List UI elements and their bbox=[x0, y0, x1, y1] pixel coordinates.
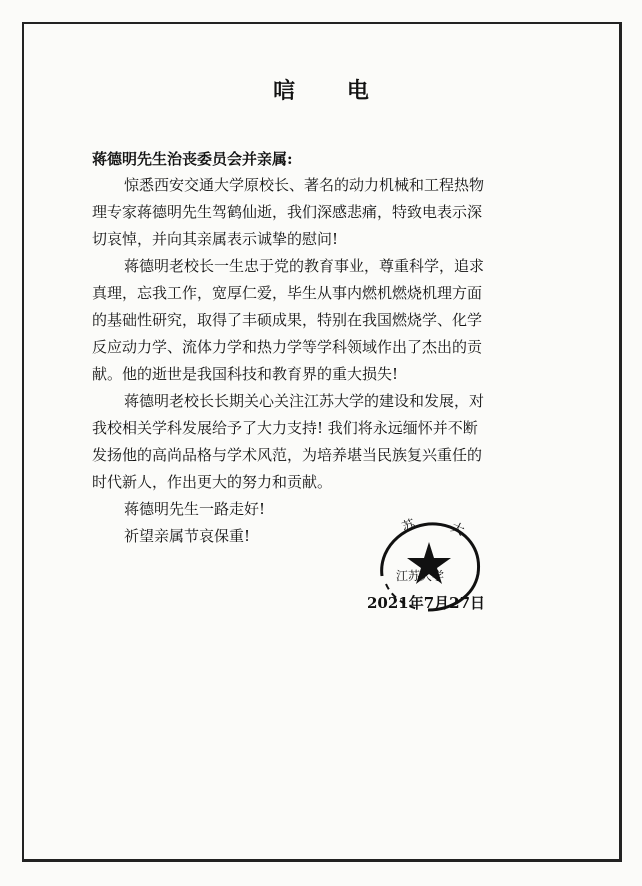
svg-text:苏: 苏 bbox=[400, 517, 418, 536]
body-line: 的基础性研究，取得了丰硕成果，特别在我国燃烧学、化学 bbox=[92, 311, 483, 329]
body-line: 我校相关学科发展给予了大力支持! 我们将永远缅怀并不断 bbox=[92, 419, 478, 437]
document-title: 唁 电 bbox=[273, 78, 391, 104]
svg-text:江苏大学: 江苏大学 bbox=[396, 569, 445, 583]
body-line: 献。他的逝世是我国科技和教育界的重大损失! bbox=[92, 365, 399, 383]
closing-line: 蒋德明先生一路走好! bbox=[124, 500, 266, 518]
body-line: 蒋德明老校长长期关心关注江苏大学的建设和发展，对 bbox=[124, 392, 485, 410]
body-line: 理专家蒋德明先生驾鹤仙逝，我们深感悲痛，特致电表示深 bbox=[92, 203, 483, 221]
body-line: 反应动力学、流体力学和热力学等学科领域作出了杰出的贡 bbox=[92, 338, 483, 356]
body-line: 切哀悼，并向其亲属表示诚挚的慰问! bbox=[92, 230, 339, 248]
body-line: 蒋德明老校长一生忠于党的教育事业，尊重科学，追求 bbox=[124, 257, 485, 275]
salutation: 蒋德明先生治丧委员会并亲属: bbox=[92, 150, 293, 168]
body-line: 时代新人，作出更大的努力和贡献。 bbox=[92, 473, 333, 491]
closing-line: 祈望亲属节哀保重! bbox=[124, 527, 251, 545]
svg-text:大: 大 bbox=[448, 520, 467, 540]
body-line: 真理，忘我工作，宽厚仁爱，毕生从事内燃机燃烧机理方面 bbox=[92, 284, 483, 302]
document-date: 2021年7月27日 bbox=[367, 594, 486, 612]
body-line: 发扬他的高尚品格与学术风范，为培养堪当民族复兴重任的 bbox=[92, 446, 483, 464]
body-line: 惊悉西安交通大学原校长、著名的动力机械和工程热物 bbox=[124, 176, 485, 194]
